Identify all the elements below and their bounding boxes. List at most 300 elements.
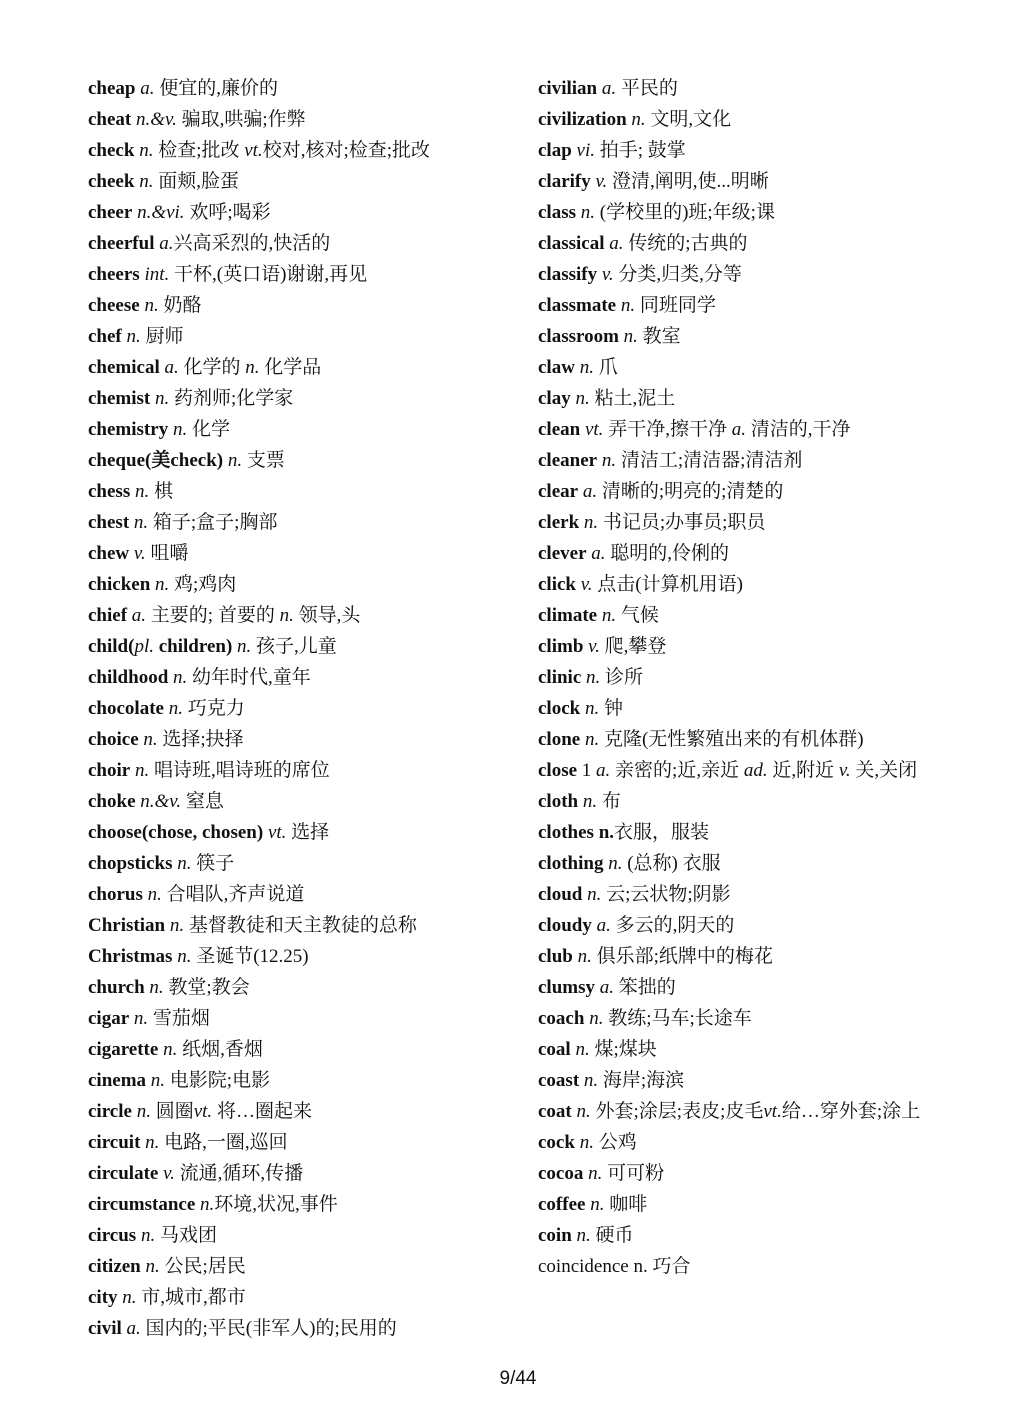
dictionary-entry bbox=[538, 507, 948, 538]
definition: 分类,归类,分等 bbox=[613, 264, 742, 285]
definition: 窒息 bbox=[181, 791, 224, 812]
headword: coast bbox=[538, 1070, 580, 1091]
dictionary-entry bbox=[88, 538, 528, 569]
dictionary-entry bbox=[538, 1003, 948, 1034]
part-of-speech: v. bbox=[163, 1163, 175, 1184]
definition: 同班同学 bbox=[635, 295, 716, 316]
dictionary-entry bbox=[88, 879, 528, 910]
definition: 云;云状物;阴影 bbox=[601, 884, 731, 905]
definition: 海岸;海滨 bbox=[598, 1070, 685, 1091]
dictionary-entry bbox=[88, 1127, 528, 1158]
dictionary-entry bbox=[88, 352, 528, 383]
dictionary-entry bbox=[88, 1189, 528, 1220]
part-of-speech: n. bbox=[149, 977, 164, 998]
dictionary-entry bbox=[538, 73, 948, 104]
headword: classical bbox=[538, 233, 605, 254]
dictionary-entry bbox=[538, 879, 948, 910]
left-column bbox=[88, 73, 528, 1344]
definition: 化学品 bbox=[259, 357, 322, 378]
headword: clap bbox=[538, 140, 572, 161]
part-of-speech: a. bbox=[731, 419, 746, 440]
dictionary-entry bbox=[538, 383, 948, 414]
headword: close bbox=[538, 760, 578, 781]
definition: 点击(计算机用语) bbox=[592, 574, 743, 595]
dictionary-entry bbox=[88, 724, 528, 755]
dictionary-entry bbox=[88, 817, 528, 848]
headword: civilization bbox=[538, 109, 627, 130]
part-of-speech: v. bbox=[595, 171, 608, 192]
part-of-speech: n. bbox=[245, 357, 260, 378]
headword: cock bbox=[538, 1132, 575, 1153]
definition: 教堂;教会 bbox=[163, 977, 250, 998]
part-of-speech: n. bbox=[173, 667, 188, 688]
dictionary-entry bbox=[538, 848, 948, 879]
definition: 棋 bbox=[149, 481, 173, 502]
headword: cheek bbox=[88, 171, 135, 192]
headword: clear bbox=[538, 481, 579, 502]
definition: (总称) 衣服 bbox=[622, 853, 721, 874]
part-of-speech: n.&v. bbox=[136, 109, 177, 130]
part-of-speech: vt. bbox=[193, 1101, 213, 1122]
dictionary-entry bbox=[88, 786, 528, 817]
definition: 钟 bbox=[599, 698, 623, 719]
headword: clerk bbox=[538, 512, 580, 533]
headword: Christian bbox=[88, 915, 166, 936]
part-of-speech: n. bbox=[577, 946, 592, 967]
page-number: 9/44 bbox=[499, 1368, 537, 1389]
part-of-speech: n. bbox=[590, 1194, 605, 1215]
part-of-speech: n. bbox=[586, 667, 601, 688]
part-of-speech: a. bbox=[140, 78, 155, 99]
dictionary-entry bbox=[538, 1158, 948, 1189]
headword: classroom bbox=[538, 326, 619, 347]
headword: choose(chose, chosen) bbox=[88, 822, 264, 843]
dictionary-entry bbox=[88, 755, 528, 786]
part-of-speech: n. bbox=[139, 171, 154, 192]
dictionary-entry bbox=[88, 941, 528, 972]
definition: 圆圈 bbox=[150, 1101, 194, 1122]
part-of-speech: n. bbox=[163, 1039, 178, 1060]
part-of-speech: n. bbox=[584, 698, 600, 719]
dictionary-entry bbox=[88, 848, 528, 879]
headword: clever bbox=[538, 543, 587, 564]
headword: citizen bbox=[88, 1256, 141, 1277]
definition: 流通,循环,传播 bbox=[174, 1163, 304, 1184]
part-of-speech: n. bbox=[227, 450, 243, 471]
part-of-speech: n. bbox=[133, 1008, 149, 1029]
dictionary-entry bbox=[538, 786, 948, 817]
definition: 校对,核对;检查;批改 bbox=[262, 140, 430, 161]
dictionary-entry bbox=[88, 73, 528, 104]
headword: childhood bbox=[88, 667, 169, 688]
definition: 清洁工;清洁器;清洁剂 bbox=[616, 450, 803, 471]
headword: cigar bbox=[88, 1008, 130, 1029]
part-of-speech: n. bbox=[588, 1163, 603, 1184]
definition: 外套;涂层;表皮;皮毛 bbox=[590, 1101, 764, 1122]
dictionary-entry bbox=[538, 1034, 948, 1065]
headword: chew bbox=[88, 543, 130, 564]
dictionary-entry bbox=[88, 1313, 528, 1344]
headword: cheat bbox=[88, 109, 132, 130]
part-of-speech: n. bbox=[155, 574, 170, 595]
part-of-speech: n. bbox=[144, 295, 159, 316]
definition: children) bbox=[153, 636, 233, 657]
definition: 爪 bbox=[593, 357, 618, 378]
headword: clean bbox=[538, 419, 581, 440]
dictionary-entry bbox=[88, 910, 528, 941]
definition: 鸡;鸡肉 bbox=[169, 574, 237, 595]
part-of-speech: n. bbox=[620, 295, 636, 316]
definition: 药剂师;化学家 bbox=[169, 388, 294, 409]
right-column bbox=[538, 73, 948, 1282]
part-of-speech: n. bbox=[126, 326, 141, 347]
part-of-speech: vt. bbox=[763, 1101, 782, 1122]
definition: 电影院;电影 bbox=[165, 1070, 271, 1091]
part-of-speech: a. bbox=[596, 760, 611, 781]
definition: 拍手; 鼓掌 bbox=[595, 140, 686, 161]
definition: 支票 bbox=[242, 450, 285, 471]
definition: 关,关闭 bbox=[850, 760, 918, 781]
part-of-speech: n. bbox=[155, 388, 170, 409]
definition: 奶酪 bbox=[158, 295, 202, 316]
part-of-speech: vt. bbox=[244, 140, 263, 161]
dictionary-entry bbox=[538, 1251, 948, 1282]
definition: 唱诗班,唱诗班的席位 bbox=[149, 760, 330, 781]
headword: cloth bbox=[538, 791, 579, 812]
part-of-speech: vt. bbox=[267, 822, 287, 843]
headword: chemist bbox=[88, 388, 151, 409]
headword: cheap bbox=[88, 78, 136, 99]
part-of-speech: n. bbox=[147, 884, 162, 905]
part-of-speech: v. bbox=[838, 760, 851, 781]
dictionary-entry bbox=[538, 104, 948, 135]
part-of-speech: n. bbox=[575, 1039, 590, 1060]
definition: 清晰的;明亮的;清楚的 bbox=[597, 481, 784, 502]
dictionary-entry bbox=[88, 321, 528, 352]
definition: 幼年时代,童年 bbox=[187, 667, 311, 688]
definition: 1 bbox=[577, 760, 597, 781]
definition: 粘土,泥土 bbox=[589, 388, 676, 409]
headword: chief bbox=[88, 605, 128, 626]
dictionary-entry bbox=[538, 259, 948, 290]
headword: choice bbox=[88, 729, 139, 750]
definition: 给…穿外套;涂上 bbox=[781, 1101, 921, 1122]
headword: coin bbox=[538, 1225, 572, 1246]
part-of-speech: a. bbox=[601, 78, 617, 99]
headword: cheerful bbox=[88, 233, 155, 254]
dictionary-entry bbox=[538, 662, 948, 693]
headword: club bbox=[538, 946, 573, 967]
part-of-speech: n. bbox=[145, 1256, 160, 1277]
part-of-speech: n. bbox=[122, 1287, 137, 1308]
headword: classmate bbox=[538, 295, 617, 316]
definition: 市,城市,都市 bbox=[136, 1287, 246, 1308]
headword: clock bbox=[538, 698, 581, 719]
dictionary-entry bbox=[88, 197, 528, 228]
dictionary-entry bbox=[88, 1003, 528, 1034]
definition: 圣诞节(12.25) bbox=[191, 946, 309, 967]
definition: 俱乐部;纸牌中的梅花 bbox=[591, 946, 773, 967]
headword: chemical bbox=[88, 357, 160, 378]
dictionary-entry bbox=[538, 1220, 948, 1251]
definition: 克隆(无性繁殖出来的有机体群) bbox=[599, 729, 864, 750]
definition: 基督教徒和天主教徒的总称 bbox=[184, 915, 417, 936]
dictionary-entry bbox=[88, 476, 528, 507]
dictionary-entry bbox=[88, 383, 528, 414]
dictionary-entry bbox=[88, 662, 528, 693]
dictionary-entry bbox=[88, 1034, 528, 1065]
dictionary-entry bbox=[538, 321, 948, 352]
definition: 巧克力 bbox=[182, 698, 245, 719]
definition: 雪茄烟 bbox=[148, 1008, 210, 1029]
definition: 聪明的,伶俐的 bbox=[605, 543, 730, 564]
headword: classify bbox=[538, 264, 598, 285]
headword: civilian bbox=[538, 78, 598, 99]
definition: 硬币 bbox=[590, 1225, 634, 1246]
part-of-speech: vi. bbox=[576, 140, 595, 161]
part-of-speech: n. bbox=[237, 636, 252, 657]
part-of-speech: n. bbox=[623, 326, 638, 347]
part-of-speech: n. bbox=[136, 1101, 151, 1122]
dictionary-entry bbox=[88, 507, 528, 538]
part-of-speech: n. bbox=[589, 1008, 604, 1029]
part-of-speech: n. bbox=[579, 357, 594, 378]
definition: 可可粉 bbox=[602, 1163, 665, 1184]
part-of-speech: v. bbox=[601, 264, 614, 285]
dictionary-entry bbox=[88, 228, 528, 259]
definition: 书记员;办事员;职员 bbox=[598, 512, 766, 533]
part-of-speech: n. bbox=[134, 760, 150, 781]
definition: 合唱队,齐声说道 bbox=[161, 884, 305, 905]
headword: clothing bbox=[538, 853, 604, 874]
headword: coat bbox=[538, 1101, 572, 1122]
headword: chicken bbox=[88, 574, 151, 595]
definition: 便宜的,廉价的 bbox=[154, 78, 279, 99]
dictionary-entry bbox=[538, 910, 948, 941]
headword: clumsy bbox=[538, 977, 595, 998]
headword: clarify bbox=[538, 171, 591, 192]
dictionary-entry bbox=[538, 1127, 948, 1158]
dictionary-entry bbox=[538, 600, 948, 631]
headword: coal bbox=[538, 1039, 571, 1060]
part-of-speech: a. bbox=[164, 357, 179, 378]
dictionary-entry bbox=[88, 1282, 528, 1313]
part-of-speech: n. bbox=[172, 419, 188, 440]
headword: circulate bbox=[88, 1163, 159, 1184]
definition: 弄干净,擦干净 bbox=[603, 419, 732, 440]
part-of-speech: n. bbox=[583, 1070, 599, 1091]
part-of-speech: n.&vi. bbox=[137, 202, 185, 223]
headword: circle bbox=[88, 1101, 132, 1122]
part-of-speech: n. bbox=[140, 1225, 156, 1246]
headword: clay bbox=[538, 388, 571, 409]
definition: 国内的;平民(非军人)的;民用的 bbox=[140, 1318, 397, 1339]
definition: 纸烟,香烟 bbox=[177, 1039, 263, 1060]
part-of-speech: n. bbox=[608, 853, 623, 874]
headword: class bbox=[538, 202, 576, 223]
definition: 箱子;盒子;胸部 bbox=[148, 512, 278, 533]
part-of-speech: a. bbox=[582, 481, 598, 502]
definition: 环境,状况,事件 bbox=[214, 1194, 338, 1215]
headword: cheer bbox=[88, 202, 133, 223]
headword: claw bbox=[538, 357, 575, 378]
part-of-speech: a. bbox=[599, 977, 614, 998]
part-of-speech: n. bbox=[601, 450, 617, 471]
dictionary-entry bbox=[88, 135, 528, 166]
dictionary-entry bbox=[538, 693, 948, 724]
definition: 化学 bbox=[187, 419, 230, 440]
dictionary-entry bbox=[538, 445, 948, 476]
definition: 咀嚼 bbox=[145, 543, 189, 564]
headword: civil bbox=[88, 1318, 122, 1339]
definition: 筷子 bbox=[191, 853, 235, 874]
part-of-speech: a. bbox=[159, 233, 174, 254]
dictionary-entry bbox=[538, 538, 948, 569]
dictionary-entry bbox=[88, 1065, 528, 1096]
definition: n. bbox=[593, 822, 615, 843]
definition: 传统的;古典的 bbox=[623, 233, 748, 254]
dictionary-entry bbox=[538, 972, 948, 1003]
dictionary-entry bbox=[88, 1251, 528, 1282]
part-of-speech: n. bbox=[584, 729, 600, 750]
definition: 选择 bbox=[286, 822, 330, 843]
dictionary-entry bbox=[88, 600, 528, 631]
definition: 咖啡 bbox=[604, 1194, 648, 1215]
part-of-speech: n. bbox=[177, 946, 192, 967]
definition: 爬,攀登 bbox=[599, 636, 667, 657]
part-of-speech: n. bbox=[582, 791, 598, 812]
part-of-speech: ad. bbox=[743, 760, 768, 781]
part-of-speech: n. bbox=[580, 202, 595, 223]
dictionary-entry bbox=[538, 414, 948, 445]
definition: 孩子,儿童 bbox=[251, 636, 337, 657]
headword: choke bbox=[88, 791, 136, 812]
headword: click bbox=[538, 574, 576, 595]
headword: cinema bbox=[88, 1070, 147, 1091]
part-of-speech: n. bbox=[279, 605, 294, 626]
dictionary-entry bbox=[538, 135, 948, 166]
definition: 诊所 bbox=[600, 667, 644, 688]
dictionary-entry bbox=[538, 941, 948, 972]
definition: 厨师 bbox=[140, 326, 184, 347]
headword: climate bbox=[538, 605, 598, 626]
dictionary-entry bbox=[538, 197, 948, 228]
headword: chocolate bbox=[88, 698, 164, 719]
part-of-speech: n. bbox=[133, 512, 149, 533]
definition: 化学的 bbox=[178, 357, 246, 378]
headword: circus bbox=[88, 1225, 137, 1246]
part-of-speech: n. bbox=[150, 1070, 166, 1091]
headword: city bbox=[88, 1287, 118, 1308]
headword: chess bbox=[88, 481, 131, 502]
definition: (学校里的)班;年级;课 bbox=[595, 202, 775, 223]
definition: 多云的,阴天的 bbox=[610, 915, 735, 936]
part-of-speech: n. bbox=[587, 884, 602, 905]
part-of-speech: n. bbox=[168, 698, 183, 719]
dictionary-entry bbox=[88, 972, 528, 1003]
headword: cheers bbox=[88, 264, 140, 285]
headword: coffee bbox=[538, 1194, 586, 1215]
part-of-speech: n. bbox=[579, 1132, 594, 1153]
definition: 澄清,阐明,使...明晰 bbox=[607, 171, 769, 192]
part-of-speech: v. bbox=[133, 543, 146, 564]
headword: chef bbox=[88, 326, 122, 347]
headword: chemistry bbox=[88, 419, 169, 440]
definition: 清洁的,干净 bbox=[745, 419, 851, 440]
definition: 选择;抉择 bbox=[157, 729, 244, 750]
headword: Christmas bbox=[88, 946, 173, 967]
dictionary-entry bbox=[88, 1158, 528, 1189]
part-of-speech: v. bbox=[588, 636, 600, 657]
definition: 近,附近 bbox=[767, 760, 839, 781]
headword: cigarette bbox=[88, 1039, 159, 1060]
headword: cloudy bbox=[538, 915, 592, 936]
dictionary-entry bbox=[538, 569, 948, 600]
definition: 教室 bbox=[637, 326, 681, 347]
dictionary-entry bbox=[538, 1065, 948, 1096]
definition: 布 bbox=[597, 791, 621, 812]
dictionary-entry bbox=[88, 569, 528, 600]
part-of-speech: n. bbox=[134, 481, 150, 502]
dictionary-entry bbox=[88, 290, 528, 321]
part-of-speech: a. bbox=[591, 543, 606, 564]
headword: clone bbox=[538, 729, 581, 750]
dictionary-entry bbox=[88, 166, 528, 197]
part-of-speech: a. bbox=[126, 1318, 141, 1339]
dictionary-entry bbox=[538, 166, 948, 197]
dictionary-entry bbox=[88, 445, 528, 476]
part-of-speech: n. bbox=[576, 1101, 591, 1122]
part-of-speech: n. bbox=[631, 109, 646, 130]
dictionary-entry bbox=[538, 817, 948, 848]
dictionary-entry bbox=[538, 290, 948, 321]
definition: 公民;居民 bbox=[159, 1256, 246, 1277]
definition: 亲密的;近,亲近 bbox=[610, 760, 744, 781]
part-of-speech: a. bbox=[609, 233, 624, 254]
headword: coach bbox=[538, 1008, 585, 1029]
dictionary-entry bbox=[538, 1189, 948, 1220]
dictionary-entry bbox=[538, 1096, 948, 1127]
definition: 衣服，服装 bbox=[614, 822, 710, 843]
part-of-speech: a. bbox=[596, 915, 611, 936]
dictionary-entry bbox=[88, 631, 528, 662]
definition: 电路,一圈,巡回 bbox=[159, 1132, 288, 1153]
headword: clinic bbox=[538, 667, 582, 688]
definition: 气候 bbox=[616, 605, 659, 626]
part-of-speech: pl. bbox=[134, 636, 154, 657]
definition: 欢呼;喝彩 bbox=[184, 202, 271, 223]
dictionary-entry bbox=[88, 1096, 528, 1127]
definition: 面颊,脸蛋 bbox=[153, 171, 239, 192]
part-of-speech: n. bbox=[583, 512, 599, 533]
dictionary-entry bbox=[88, 1220, 528, 1251]
headword: chest bbox=[88, 512, 130, 533]
dictionary-entry bbox=[88, 104, 528, 135]
headword: cheese bbox=[88, 295, 140, 316]
part-of-speech: int. bbox=[144, 264, 170, 285]
definition: 将…圈起来 bbox=[212, 1101, 312, 1122]
headword: cheque(美check) bbox=[88, 450, 224, 471]
headword: chorus bbox=[88, 884, 143, 905]
part-of-speech: n.&v. bbox=[140, 791, 182, 812]
headword: clothes bbox=[538, 822, 594, 843]
headword: circuit bbox=[88, 1132, 141, 1153]
definition: 骗取,哄骗;作弊 bbox=[176, 109, 306, 130]
part-of-speech: n. bbox=[145, 1132, 160, 1153]
part-of-speech: a. bbox=[131, 605, 147, 626]
part-of-speech: n. bbox=[169, 915, 185, 936]
part-of-speech: vt. bbox=[584, 419, 604, 440]
